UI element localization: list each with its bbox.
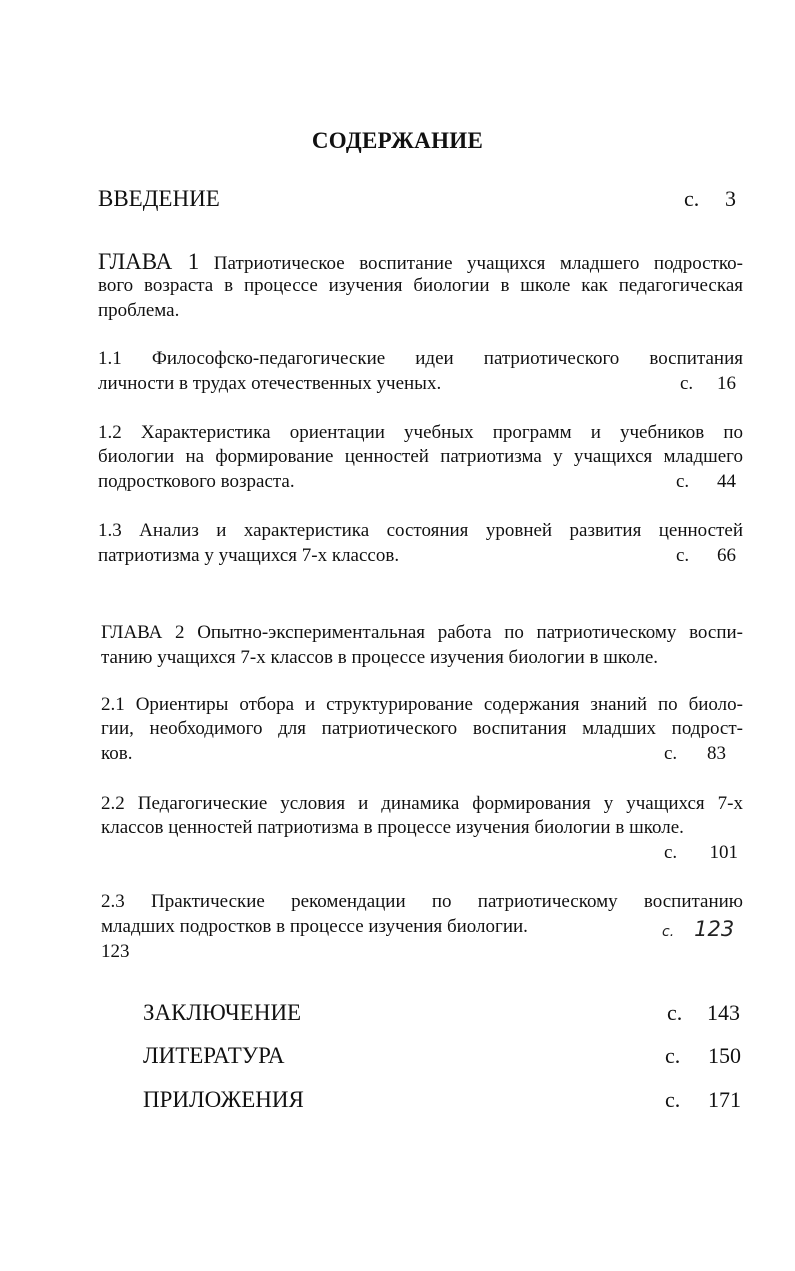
handwritten-prefix: с.: [662, 924, 675, 940]
toc-literature-page: [665, 1043, 741, 1068]
toc-chapter2-line1: ГЛАВА 2 Опытно-экспериментальная работа по патриотическому воспи-: [101, 622, 743, 643]
toc-appendix-page: [665, 1087, 741, 1112]
page-prefix: с.: [676, 545, 690, 566]
toc-section-1-2-line1: 1.2 Характеристика ориентации учебных программ и учебников по: [98, 422, 743, 443]
toc-section-2-1-page: [664, 741, 726, 766]
page-prefix: с.: [676, 471, 690, 492]
page-prefix: с.: [667, 1000, 683, 1025]
toc-chapter2-line2: танию учащихся 7-х классов в процессе изучения биологии в школе.: [101, 647, 659, 668]
toc-section-1-2-page: [676, 469, 736, 494]
toc-intro-page: [684, 186, 736, 211]
page-number: 143: [707, 1000, 740, 1025]
toc-section-2-2-page: [664, 840, 738, 865]
chapter1-label: ГЛАВА 1: [98, 249, 200, 274]
page-number: 66: [717, 545, 736, 566]
toc-section-1-3-line2: патриотизма у учащихся 7-х классов.: [98, 545, 400, 566]
handwritten-page-number: 123: [694, 917, 735, 941]
toc-section-2-1-line1: 2.1 Ориентиры отбора и структурирование содержания знаний по биоло-: [101, 694, 743, 715]
toc-conclusion-title: ЗАКЛЮЧЕНИЕ: [143, 1000, 302, 1025]
page-number: 3: [725, 186, 736, 211]
toc-section-1-3-line1: 1.3 Анализ и характеристика состояния уровней развития ценностей: [98, 520, 743, 541]
page-prefix: с.: [664, 842, 678, 863]
toc-section-2-1-line2: гии, необходимого для патриотического воспитания младших подрост-: [101, 718, 743, 739]
page-prefix: с.: [665, 1043, 681, 1068]
page-title: СОДЕРЖАНИЕ: [311, 128, 484, 153]
toc-section-2-2-line1: 2.2 Педагогические условия и динамика формирования у учащихся 7-х: [101, 793, 743, 814]
toc-section-1-2-line3: подросткового возраста.: [98, 471, 295, 492]
page-number: 16: [717, 373, 736, 394]
page-prefix: с.: [680, 373, 694, 394]
page-number: 83: [707, 743, 726, 764]
toc-chapter1-line2: вого возраста в процессе изучения биологии в школе как педагогическая: [98, 275, 743, 296]
toc-section-1-1-line1: 1.1 Философско-педагогические идеи патриотического воспитания: [98, 348, 743, 369]
handwritten-page-annotation: [662, 917, 734, 941]
toc-section-1-3-page: [676, 543, 736, 568]
toc-intro-title: ВВЕДЕНИЕ: [98, 186, 220, 211]
page-prefix: с.: [684, 186, 700, 211]
page-number: 101: [709, 842, 738, 863]
toc-section-2-3-line1: 2.3 Практические рекомендации по патриотическому воспитанию: [101, 891, 743, 912]
toc-section-1-1-page: [680, 371, 736, 396]
toc-chapter1-line1: [98, 249, 743, 276]
toc-literature-title: ЛИТЕРАТУРА: [143, 1043, 285, 1068]
toc-chapter1-line3: проблема.: [98, 300, 180, 321]
toc-appendix-title: ПРИЛОЖЕНИЯ: [143, 1087, 304, 1112]
toc-section-1-1-line2: личности в трудах отечественных ученых.: [98, 373, 442, 394]
page-number: 44: [717, 471, 736, 492]
toc-section-1-2-line2: биологии на формирование ценностей патриотизма у учащихся младшего: [98, 446, 743, 467]
toc-section-2-3-line3: 123: [101, 941, 130, 962]
page-number: 171: [708, 1087, 741, 1112]
toc-conclusion-page: [667, 1000, 740, 1025]
page-number: 150: [708, 1043, 741, 1068]
toc-section-2-1-line3: ков.: [101, 743, 133, 764]
toc-section-2-3-line2: младших подростков в процессе изучения биологии.: [101, 916, 528, 937]
page-prefix: с.: [664, 743, 678, 764]
page-prefix: с.: [665, 1087, 681, 1112]
toc-section-2-2-line2: классов ценностей патриотизма в процессе изучения биологии в школе.: [101, 817, 684, 838]
chapter1-title-part1: Патриотическое воспитание учащихся младшего подростко-: [213, 253, 743, 274]
